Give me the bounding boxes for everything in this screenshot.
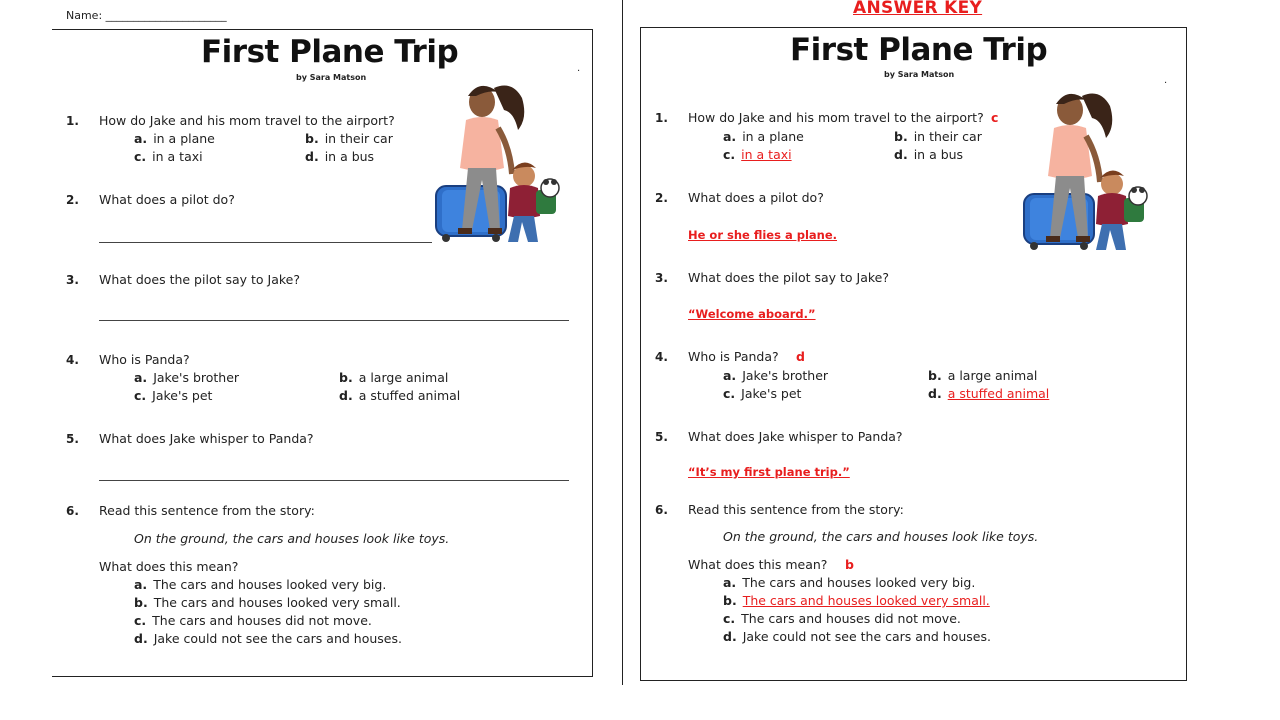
stray-mark: ·: [577, 66, 581, 77]
option-a: a. Jake's brother: [723, 368, 829, 383]
answer-key-heading: ANSWER KEY: [853, 0, 983, 18]
option-a: a. The cars and houses looked very big.: [723, 575, 976, 590]
question-number: 2.: [655, 191, 668, 205]
question-text: What does the pilot say to Jake?: [99, 272, 300, 287]
option-c: c. in a taxi: [134, 149, 203, 164]
story-quote: On the ground, the cars and houses look like toys.: [134, 531, 450, 546]
question-text: Read this sentence from the story:: [688, 502, 904, 517]
option-a: a. in a plane: [134, 131, 215, 146]
question-text: What does Jake whisper to Panda?: [99, 431, 314, 446]
option-d: d. a stuffed animal: [339, 388, 461, 403]
question-number: 5.: [655, 430, 668, 444]
option-a: a. in a plane: [723, 129, 804, 144]
written-answer: He or she flies a plane.: [688, 228, 838, 242]
option-b: b. a large animal: [339, 370, 449, 385]
question-number: 5.: [66, 432, 79, 446]
question-text: Who is Panda?: [688, 349, 779, 364]
answer-line[interactable]: [99, 320, 569, 321]
question-text: What does Jake whisper to Panda?: [688, 429, 903, 444]
written-answer: “Welcome aboard.”: [688, 307, 816, 321]
answer-letter: c: [991, 110, 999, 125]
mom-and-boy-illustration: [1020, 86, 1155, 261]
question-text: What does a pilot do?: [688, 190, 824, 205]
written-answer: “It’s my first plane trip.”: [688, 465, 850, 479]
option-c: c. Jake's pet: [134, 388, 213, 403]
question-text: What does a pilot do?: [99, 192, 235, 207]
option-d: d. in a bus: [894, 147, 964, 162]
option-b: b. in their car: [894, 129, 982, 144]
page-divider: [622, 0, 623, 685]
option-c: c. The cars and houses did not move.: [134, 613, 372, 628]
answer-letter: d: [796, 349, 805, 364]
worksheet-title: First Plane Trip: [201, 34, 459, 70]
option-b: b. a large animal: [928, 368, 1038, 383]
question-text: What does the pilot say to Jake?: [688, 270, 889, 285]
question-number: 4.: [655, 350, 668, 364]
story-quote: On the ground, the cars and houses look like toys.: [723, 529, 1039, 544]
option-a: a. The cars and houses looked very big.: [134, 577, 387, 592]
question-number: 2.: [66, 193, 79, 207]
mom-and-boy-illustration: [432, 78, 567, 253]
option-c: c. Jake's pet: [723, 386, 802, 401]
answer-letter: b: [845, 557, 854, 572]
question-text: How do Jake and his mom travel to the airport?: [688, 110, 984, 125]
option-d: d. in a bus: [305, 149, 375, 164]
option-b: b. in their car: [305, 131, 393, 146]
option-a: a. Jake's brother: [134, 370, 240, 385]
option-b: b. The cars and houses looked very small.: [134, 595, 401, 610]
question-text: How do Jake and his mom travel to the airport?: [99, 113, 395, 128]
question-text: Who is Panda?: [99, 352, 190, 367]
sub-question-text: What does this mean?: [688, 557, 828, 572]
option-d: d. Jake could not see the cars and houses.: [723, 629, 991, 644]
option-d-correct: d. a stuffed animal: [928, 386, 1050, 401]
question-number: 6.: [655, 503, 668, 517]
name-field-label: Name: ______________________: [66, 9, 227, 22]
question-number: 3.: [655, 271, 668, 285]
question-number: 6.: [66, 504, 79, 518]
question-number: 4.: [66, 353, 79, 367]
question-number: 1.: [655, 111, 668, 125]
option-c-correct: c. in a taxi: [723, 147, 792, 162]
answer-key-byline: by Sara Matson: [884, 70, 955, 79]
option-d: d. Jake could not see the cars and houses.: [134, 631, 402, 646]
question-number: 1.: [66, 114, 79, 128]
stray-mark: ·: [1164, 78, 1168, 89]
answer-line[interactable]: [99, 242, 432, 243]
answer-key-title: First Plane Trip: [790, 32, 1048, 68]
question-number: 3.: [66, 273, 79, 287]
question-text: Read this sentence from the story:: [99, 503, 315, 518]
answer-line[interactable]: [99, 480, 569, 481]
worksheet-byline: by Sara Matson: [296, 73, 367, 82]
sub-question-text: What does this mean?: [99, 559, 239, 574]
option-c: c. The cars and houses did not move.: [723, 611, 961, 626]
option-b-correct: b. The cars and houses looked very small.: [723, 593, 990, 608]
